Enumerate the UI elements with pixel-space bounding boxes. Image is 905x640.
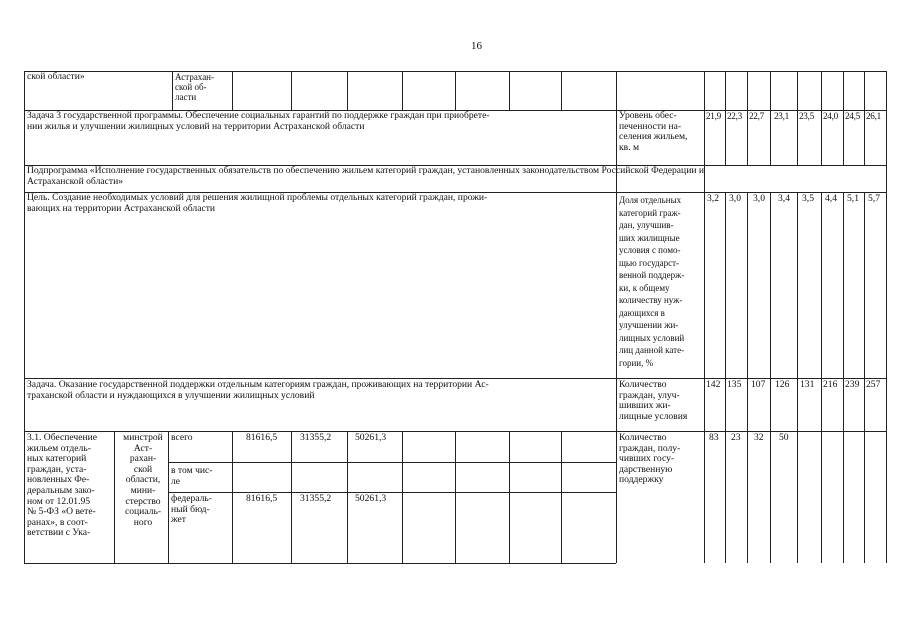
table-line [747, 71, 748, 165]
goal-text: Цель. Создание необходимых условий для решения жилищной проблемы отдельных категорий граждан, прожи- вающих на территории Астраханской области [27, 192, 488, 214]
item31-value: 83 [709, 432, 719, 443]
task3-value: 24,5 [845, 111, 860, 121]
task3-text: Задача 3 государственной программы. Обеспечение социальных гарантий по поддержке граждан при приобрете- нии жилья и улучшении жилищных условий на территории Астраханской области [27, 110, 490, 132]
table-line [770, 71, 771, 165]
item31-value: 23 [731, 432, 741, 443]
source-label: всего [171, 432, 193, 443]
task-text: Задача. Оказание государственной поддержки отдельным категориям граждан, проживающих на территории Ас- траханской области и нуждающихся в улучшении жилищных условий [27, 379, 489, 401]
item31-executor: минстрой Аст- рахан- ской области, мини- стерство социаль- ного [123, 432, 163, 528]
table-line [725, 192, 726, 563]
task-value: 216 [823, 379, 838, 390]
task3-value: 22,3 [727, 111, 742, 121]
item31-value: 50 [779, 432, 789, 443]
table-line [797, 192, 798, 563]
subprogram-text: Подпрограмма «Исполнение государственных обязательств по обеспечению жильем категорий граждан, установленных законодательством Российской Федерации и Астраханской области» [27, 165, 704, 187]
table-line [172, 71, 173, 110]
source-label: в том чис- ле [171, 465, 213, 487]
table-line [232, 431, 233, 563]
task3-value: 24,0 [823, 111, 838, 121]
table-line [561, 431, 562, 563]
goal-indicator: Доля отдельных категорий граж- дан, улучшив- ших жилищные условия с помо- щью государст- венной поддерж- ки, к общему количеству нуж- дающихся в улучшении жи- лищных условий лиц данной кате- гории, % [619, 195, 685, 368]
goal-value: 3,4 [778, 193, 790, 204]
amount-cell: 31355,2 [300, 432, 332, 443]
table-line [843, 192, 844, 563]
table-line [168, 462, 616, 463]
table-line [561, 71, 562, 110]
table-line [232, 71, 233, 110]
table-line [291, 71, 292, 110]
table-line [821, 71, 822, 165]
task3-value: 23,1 [774, 111, 789, 121]
goal-value: 4,4 [825, 193, 837, 204]
task-value: 257 [866, 379, 881, 390]
item31-value: 32 [754, 432, 764, 443]
table-line [886, 71, 887, 563]
task-value: 135 [727, 379, 742, 390]
goal-value: 3,0 [729, 193, 741, 204]
goal-value: 5,7 [868, 193, 880, 204]
task-indicator: Количество граждан, улуч- шивших жи- лищные условия [619, 379, 688, 422]
table-line [455, 431, 456, 563]
goal-value: 3,2 [707, 193, 719, 204]
task3-value: 26,1 [866, 111, 881, 121]
goal-value: 3,0 [753, 193, 765, 204]
table-line [347, 431, 348, 563]
table-line [509, 431, 510, 563]
amount-cell: 50261,3 [355, 432, 387, 443]
table-line [725, 71, 726, 165]
amount-cell: 81616,5 [246, 432, 278, 443]
task-value: 126 [775, 379, 790, 390]
table-line [864, 192, 865, 563]
source-label: федераль- ный бюд- жет [171, 493, 212, 526]
amount-cell: 81616,5 [246, 493, 278, 504]
goal-value: 3,5 [802, 193, 814, 204]
item31-indicator: Количество граждан, полу- чивших госу- дарственную поддержку [619, 432, 681, 486]
table-line [770, 192, 771, 563]
item31-name: 3.1. Обеспечение жильем отдель- ных категорий граждан, уста- новленных Фе- деральным зако- ном от 12.01.95 № 5-ФЗ «О вете- ранах», в соот- ветствии с Ука- [27, 432, 97, 539]
table-line [797, 71, 798, 165]
cont-row-executor: Астрахан- ской об- ласти [175, 72, 214, 103]
table-line [24, 71, 25, 563]
goal-value: 5,1 [847, 193, 859, 204]
task-value: 107 [751, 379, 766, 390]
table-line [747, 192, 748, 563]
table-line [821, 192, 822, 563]
table-line [455, 71, 456, 110]
page-number: 16 [471, 40, 482, 52]
table-line [843, 71, 844, 165]
amount-cell: 50261,3 [355, 493, 387, 504]
task3-value: 23,5 [799, 111, 814, 121]
amount-cell: 31355,2 [300, 493, 332, 504]
task3-indicator: Уровень обес- печенности на- селения жильем, кв. м [619, 110, 688, 153]
cont-row-name: ской области» [27, 71, 85, 82]
task3-value: 21,9 [706, 111, 721, 121]
table-line [291, 431, 292, 563]
table-line [402, 431, 403, 563]
table-line [168, 492, 616, 493]
table-line [24, 563, 616, 564]
table-line [509, 71, 510, 110]
table-line [864, 71, 865, 165]
task-value: 142 [706, 379, 721, 390]
task3-value: 22,7 [749, 111, 764, 121]
table-line [402, 71, 403, 110]
task-value: 239 [845, 379, 860, 390]
table-line [616, 71, 617, 563]
table-line [347, 71, 348, 110]
task-value: 131 [800, 379, 815, 390]
